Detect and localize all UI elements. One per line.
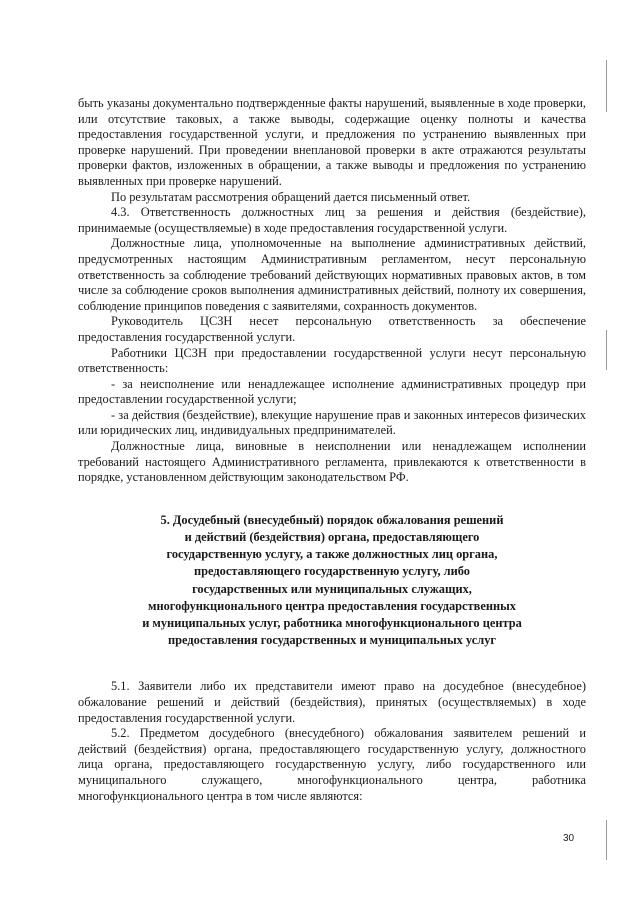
heading-line: и муниципальных услуг, работника многофункционального центра (142, 616, 522, 631)
paragraph: Должностные лица, виновные в неисполнении или ненадлежащем исполнении требований настоящего Административного регламента, привлекаются к ответственности в порядке, установленном действующим законодательством РФ. (78, 439, 586, 485)
heading-line: многофункционального центра предоставления государственных (148, 598, 516, 613)
paragraph: Работники ЦСЗН при предоставлении государственной услуги несут персональную ответственность: (78, 345, 586, 376)
paragraph: 4.3. Ответственность должностных лиц за решения и действия (бездействие), принимаемые (осуществляемые) в ходе предоставления государственной услуги. (78, 205, 586, 235)
heading-line: предоставляющего государственную услугу, либо (194, 564, 470, 579)
heading-line: 5. Досудебный (внесудебный) порядок обжалования решений (160, 512, 504, 527)
paragraph: 5.1. Заявители либо их представители имеют право на досудебное (внесудебное) обжалование решений и действий (бездействия), принятых (осуществляемых) в ходе предоставления государственной услуги. (78, 679, 586, 725)
scan-edge-line (606, 60, 607, 112)
paragraph: Руководитель ЦСЗН несет персональную ответственность за обеспечение предоставления государственной услуги. (78, 314, 586, 344)
heading-line: и действий (бездействия) органа, предоставляющего (184, 530, 480, 545)
scan-edge-line (606, 330, 607, 370)
body-text (78, 96, 586, 804)
scan-edge-line (606, 820, 607, 860)
paragraph: 5.2. Предметом досудебного (внесудебного) обжалования заявителем решений и действий (бездействия) органа, предоставляющего государственную услугу, должностного лица органа, предоставляющего государственную услугу, либо государственного или муниципального служащего, многофункционального центра, работника многофункционального центра в том числе являются: (78, 726, 586, 803)
section-heading (98, 512, 566, 650)
heading-line: предоставления государственных и муниципальных услуг (167, 633, 497, 648)
paragraph: По результатам рассмотрения обращений дается письменный ответ. (111, 189, 471, 204)
heading-line: государственных или муниципальных служащих, (192, 581, 472, 596)
heading-line: государственную услугу, а также должностных лиц органа, (166, 547, 498, 562)
paragraph: быть указаны документально подтвержденные факты нарушений, выявленные в ходе проверки, или отсутствие таковых, а также выводы, содержащие оценку полноты и качества предоставления государственной услуги, и предложения по устранению выявленных при проверке нарушений. При проведении внеплановой проверки в акте отражаются результаты проверки фактов, изложенных в обращении, а также выводы и предложения по устранению выявленных при проверке нарушений. (78, 96, 586, 188)
list-item: - за неисполнение или ненадлежащее исполнение административных процедур при предоставлении государственной услуги; (78, 376, 586, 407)
list-item: - за действия (бездействие), влекущие нарушение прав и законных интересов физических или юридических лиц, индивидуальных предпринимателей. (78, 407, 586, 438)
paragraph: Должностные лица, уполномоченные на выполнение административных действий, предусмотренных настоящим Административным регламентом, несут персональную ответственность за соблюдение требований действующих нормативных правовых актов, в том числе за соблюдение сроков выполнения административных действий, полноту их совершения, соблюдение принципов поведения с заявителями, сохранность документов. (78, 236, 586, 313)
page-number: 30 (563, 833, 575, 844)
